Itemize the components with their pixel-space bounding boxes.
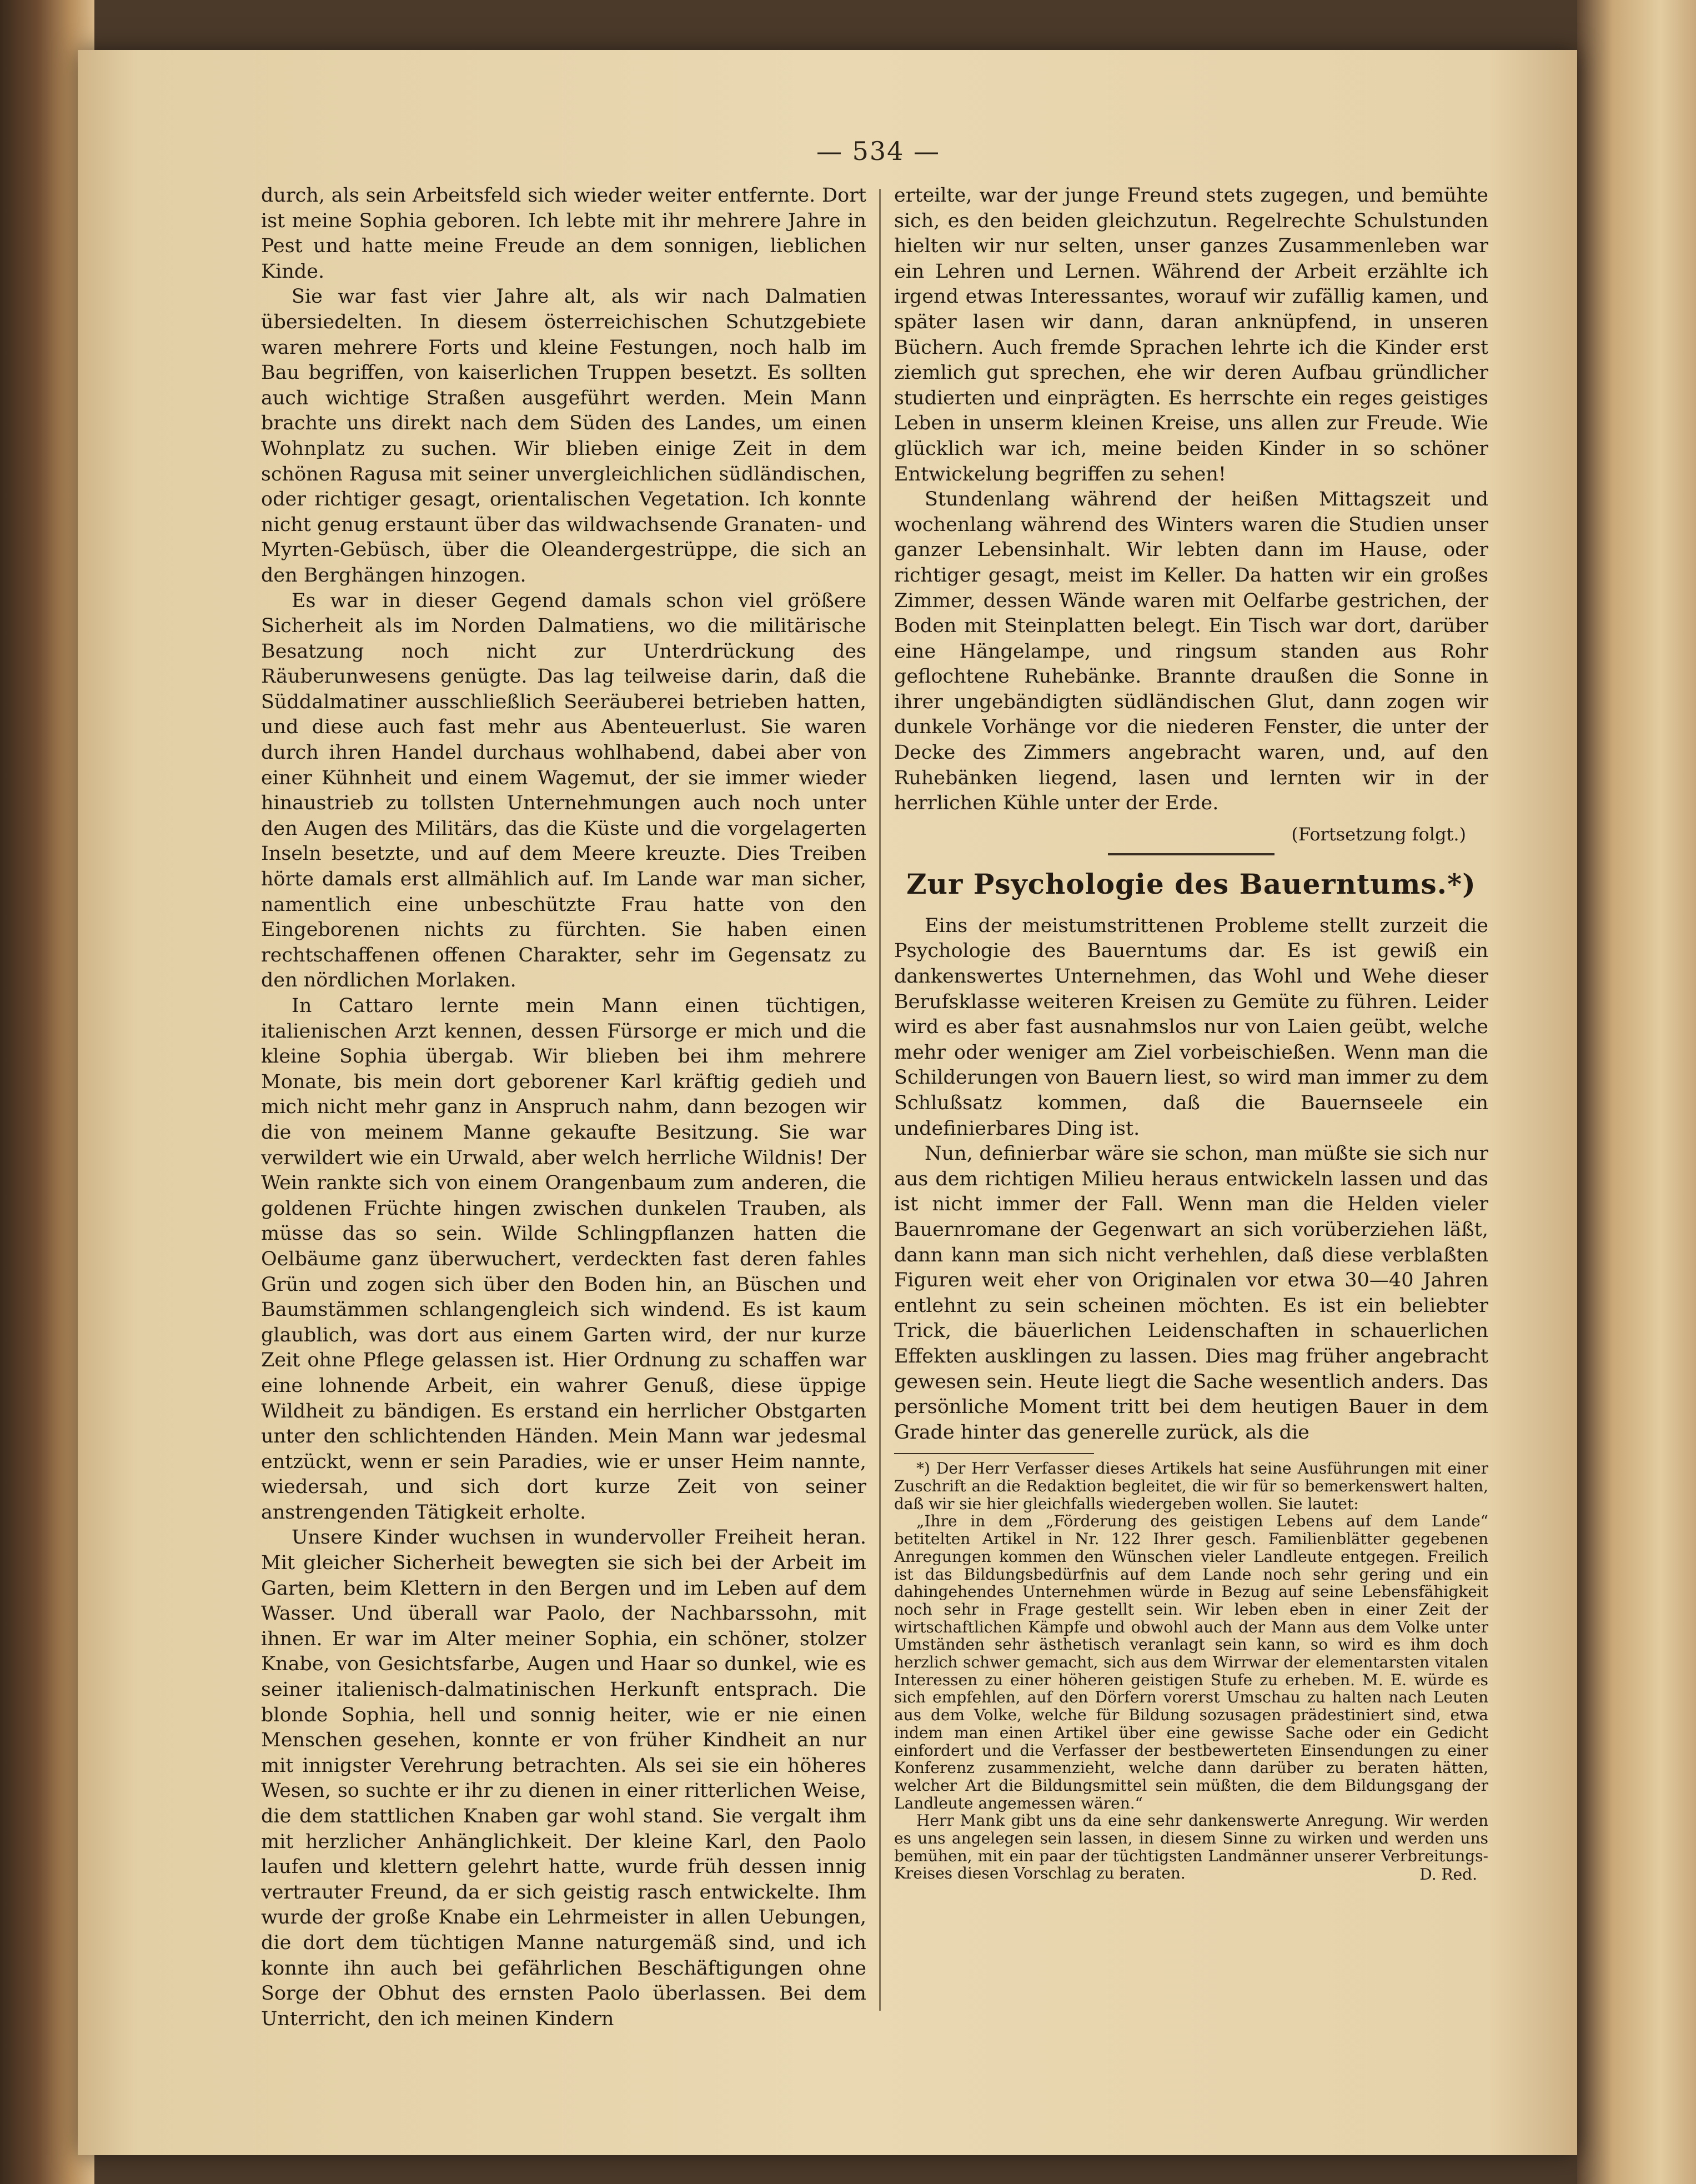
footnote-paragraph: Herr Mank gibt uns da eine sehr dankenswerte Anregung. Wir werden es uns angelegen sein lassen, in diesem Sinne zu wirken und werden uns bemühen, mit ein paar der tüchtigsten Landmänner unserer Verbreitungs-Kreises diesen Vorschlag zu beraten. [894,1811,1488,1883]
footnote-signature: D. Red. [1419,1865,1477,1884]
article-paragraph: Eins der meistumstrittenen Probleme stellt zurzeit die Psychologie des Bauerntums dar. Es ist gewiß ein dankenswertes Unternehmen, das Wohl und Wehe dieser Berufsklasse weiteren Kreisen zu Gemüte zu führen. Leider wird es aber fast ausnahmslos nur von Laien geübt, welche mehr oder weniger am Ziel vorbeischießen. Wenn man die Schilderungen von Bauern liest, so wird man immer zu dem Schlußsatz kommen, daß die Bauernseele ein undefinierbares Ding ist. [894,914,1488,1140]
article-title: Zur Psychologie des Bauerntums.*) [906,867,1476,900]
section-divider [1108,853,1274,855]
column-divider [879,189,881,2011]
left-paragraph: durch, als sein Arbeitsfeld sich wieder weiter entfernte. Dort ist meine Sophia geboren. Ich lebte mit ihr mehrere Jahre in Pest und hatte meine Freude an dem sonnigen, lieblichen Kinde. [261,184,866,283]
left-column [261,183,866,2032]
left-paragraph: Es war in dieser Gegend damals schon viel größere Sicherheit als im Norden Dalmatiens, wo die militärische Besatzung noch nicht zur Unterdrückung des Räuberunwesens genügte. Das lag teilweise darin, daß die Süddalmatiner ausschließlich Seeräuberei betrieben hatten, und diese auch fast mehr aus Abenteuerlust. Sie waren durch ihren Handel durchaus wohlhabend, dabei aber von einer Kühnheit und einem Wagemut, der sie immer wieder hinaustrieb zu tollsten Unternehmungen auch noch unter den Augen des Militärs, das die Küste und die vorgelagerten Inseln besetzte, und auf dem Meere kreuzte. Dies Treiben hörte damals erst allmählich auf. Im Lande war man sicher, namentlich eine unbeschützte Frau hatte von den Eingeborenen nichts zu fürchten. Sie haben einen rechtschaffenen offenen Charakter, sehr im Gegensatz zu den nördlichen Morlaken. [261,589,866,992]
right-paragraph: Stundenlang während der heißen Mittagszeit und wochenlang während des Winters waren die Studien unser ganzer Lebensinhalt. Wir lebten dann im Hause, oder richtiger gesagt, meist im Keller. Da hatten wir ein großes Zimmer, dessen Wände waren mit Oelfarbe gestrichen, der Boden mit Steinplatten belegt. Ein Tisch war dort, darüber eine Hängelampe, und ringsum standen aus Rohr geflochtene Ruhebänke. Brannte draußen die Sonne in ihrer ungebändigten südländischen Glut, dann zogen wir dunkele Vorhänge vor die niederen Fenster, die unter der Decke des Zimmers angebracht waren, und, auf den Ruhebänken liegend, lasen und lernten wir in der herrlichen Kühle unter der Erde. [894,488,1488,815]
next-page-edge [1577,0,1696,2184]
footnote-divider [894,1453,1094,1454]
footnote-paragraph: *) Der Herr Verfasser dieses Artikels hat seine Ausführungen mit einer Zuschrift an die Redaktion begleitet, die wir für so bemerkenswert halten, daß wir sie hier gleichfalls wiedergeben wollen. Sie lautet: [894,1459,1488,1513]
footnote-paragraph: „Ihre in dem „Förderung des geistigen Lebens auf dem Lande“ betitelten Artikel in Nr. 122 Ihrer gesch. Familienblätter gegebenen Anregungen kommen den Wünschen vieler Landleute entgegen. Freilich ist das Bildungsbedürfnis auf dem Lande noch sehr gering und ein dahingehendes Unternehmen würde in Bezug auf seine Lebensfähigkeit noch sehr in Frage gestellt sein. Wir leben eben in einer Zeit der wirtschaftlichen Kämpfe und obwohl auch der Mann aus dem Volke unter Umständen sehr ästhetisch veranlagt sein kann, so wird es ihm doch herzlich schwer gemacht, sich aus dem Wirrwar der elementarsten vitalen Interessen zu einer höheren geistigen Stufe zu erheben. M. E. würde es sich empfehlen, auf den Dörfern vorerst Umschau zu halten nach Leuten aus dem Volke, welche für Bildung sozusagen prädestiniert sind, etwa indem man einen Artikel über eine gewisse Sache oder ein Gedicht einfordert und die Verfasser der bestbewerteten Einsendungen zu einer Konferenz zusammenzieht, welche dann darüber zu beraten hätten, welcher Art die Bildungsmittel sein müßten, die dem Bildungsgang der Landleute angemessen wären.“ [894,1512,1488,1812]
right-paragraph: erteilte, war der junge Freund stets zugegen, und bemühte sich, es den beiden gleichzutun. Regelrechte Schulstunden hielten wir nur selten, unser ganzes Zusammenleben war ein Lehren und Lernen. Während der Arbeit erzählte ich irgend etwas Interessantes, worauf wir zufällig kamen, und später lasen wir dann, daran anknüpfend, in unseren Büchern. Auch fremde Sprachen lehrte ich die Kinder erst ziemlich gut sprechen, ehe wir deren Aufbau gründlicher studierten und einprägten. Es herrschte ein reges geistiges Leben in unserm kleinen Kreise, uns allen zur Freude. Wie glücklich war ich, meine beiden Kinder in so schöner Entwickelung begriffen zu sehen! [894,184,1488,485]
continuation-note: (Fortsetzung folgt.) [1291,823,1466,845]
page-number: — 534 — [816,136,941,166]
left-paragraph: Unsere Kinder wuchsen in wundervoller Freiheit heran. Mit gleicher Sicherheit bewegten sie sich bei der Arbeit im Garten, beim Klettern in den Bergen und im Leben auf dem Wasser. Und überall war Paolo, der Nachbarssohn, mit ihnen. Er war im Alter meiner Sophia, ein schöner, stolzer Knabe, von Gesichtsfarbe, Augen und Haar so dunkel, wie es seiner italienisch-dalmatinischen Herkunft entsprach. Die blonde Sophia, hell und sonnig heiter, wie er nie einen Menschen gesehen, konnte er von früher Kindheit an nur mit innigster Verehrung betrachten. Als sei sie ein höheres Wesen, so suchte er ihr zu dienen in einer ritterlichen Weise, die dem stattlichen Knaben gar wohl stand. Sie vergalt ihm mit herzlicher Anhänglichkeit. Der kleine Karl, den Paolo laufen und klettern gelehrt hatte, wurde früh dessen innig vertrauter Freund, da er sich geistig rasch entwickelte. Ihm wurde der große Knabe ein Lehrmeister in allen Uebungen, die dort dem tüchtigen Manne naturgemäß sind, und ich konnte ihn auch bei gefährlichen Beschäftigungen ohne Sorge der Obhut des ernsten Paolo überlassen. Bei dem Unterricht, den ich meinen Kindern [261,1526,866,2030]
left-paragraph: Sie war fast vier Jahre alt, als wir nach Dalmatien übersiedelten. In diesem österreichischen Schutzgebiete waren mehrere Forts und kleine Festungen, noch halb im Bau begriffen, von kaiserlichen Truppen besetzt. Es sollten auch wichtige Straßen ausgeführt werden. Mein Mann brachte uns direkt nach dem Süden des Landes, um einen Wohnplatz zu suchen. Wir blieben einige Zeit in dem schönen Ragusa mit seiner unvergleichlichen südländischen, oder richtiger gesagt, orientalischen Vegetation. Ich konnte nicht genug erstaunt über das wildwachsende Granaten- und Myrten-Gebüsch, über die Oleandergestrüppe, die sich an den Berghängen hinzogen. [261,285,866,587]
article-paragraph: Nun, definierbar wäre sie schon, man müßte sie sich nur aus dem richtigen Milieu heraus entwickeln lassen und das ist nicht immer der Fall. Wenn man die Helden vieler Bauernromane der Gegenwart an sich vorüberziehen läßt, dann kann man sich nicht verhehlen, daß diese verblaßten Figuren weit eher von Originalen vor etwa 30—40 Jahren entlehnt zu sein scheinen möchten. Es ist ein beliebter Trick, die bäuerlichen Leidenschaften in schauerlichen Effekten ausklingen zu lassen. Dies mag früher angebracht gewesen sein. Heute liegt die Sache wesentlich anders. Das persönliche Moment tritt bei dem heutigen Bauer in dem Grade hinter das generelle zurück, als die [894,1143,1488,1444]
left-paragraph: In Cattaro lernte mein Mann einen tüchtigen, italienischen Arzt kennen, dessen Fürsorge er mich und die kleine Sophia übergab. Wir blieben bei ihm mehrere Monate, bis mein dort geborener Karl kräftig gedieh und mich nicht mehr ganz in Anspruch nahm, dann bezogen wir die von meinem Manne gekaufte Besitzung. Sie war verwildert wie ein Urwald, aber welch herrliche Wildnis! Der Wein rankte sich von einem Orangenbaum zum anderen, die goldenen Früchte hingen zwischen dunkelen Trauben, als müsse das so sein. Wilde Schlingpflanzen hatten die Oelbäume ganz überwuchert, verdeckten fast deren fahles Grün und zogen sich über den Boden hin, an Büschen und Baumstämmen schlangengleich sich windend. Es ist kaum glaublich, was dort aus einem Garten wird, der nur kurze Zeit ohne Pflege gelassen ist. Hier Ordnung zu schaffen war eine lohnende Arbeit, ein wahrer Genuß, diese üppige Wildheit zu bändigen. Es erstand ein herrlicher Obstgarten unter den schlichtenden Händen. Mein Mann war jedesmal entzückt, wenn er sein Paradies, wie er unser Heim nannte, wiedersah, und sich dort kurze Zeit von seiner anstrengenden Tätigkeit erholte. [261,995,866,1524]
right-column [894,183,1488,1884]
footnote [894,1460,1488,1884]
